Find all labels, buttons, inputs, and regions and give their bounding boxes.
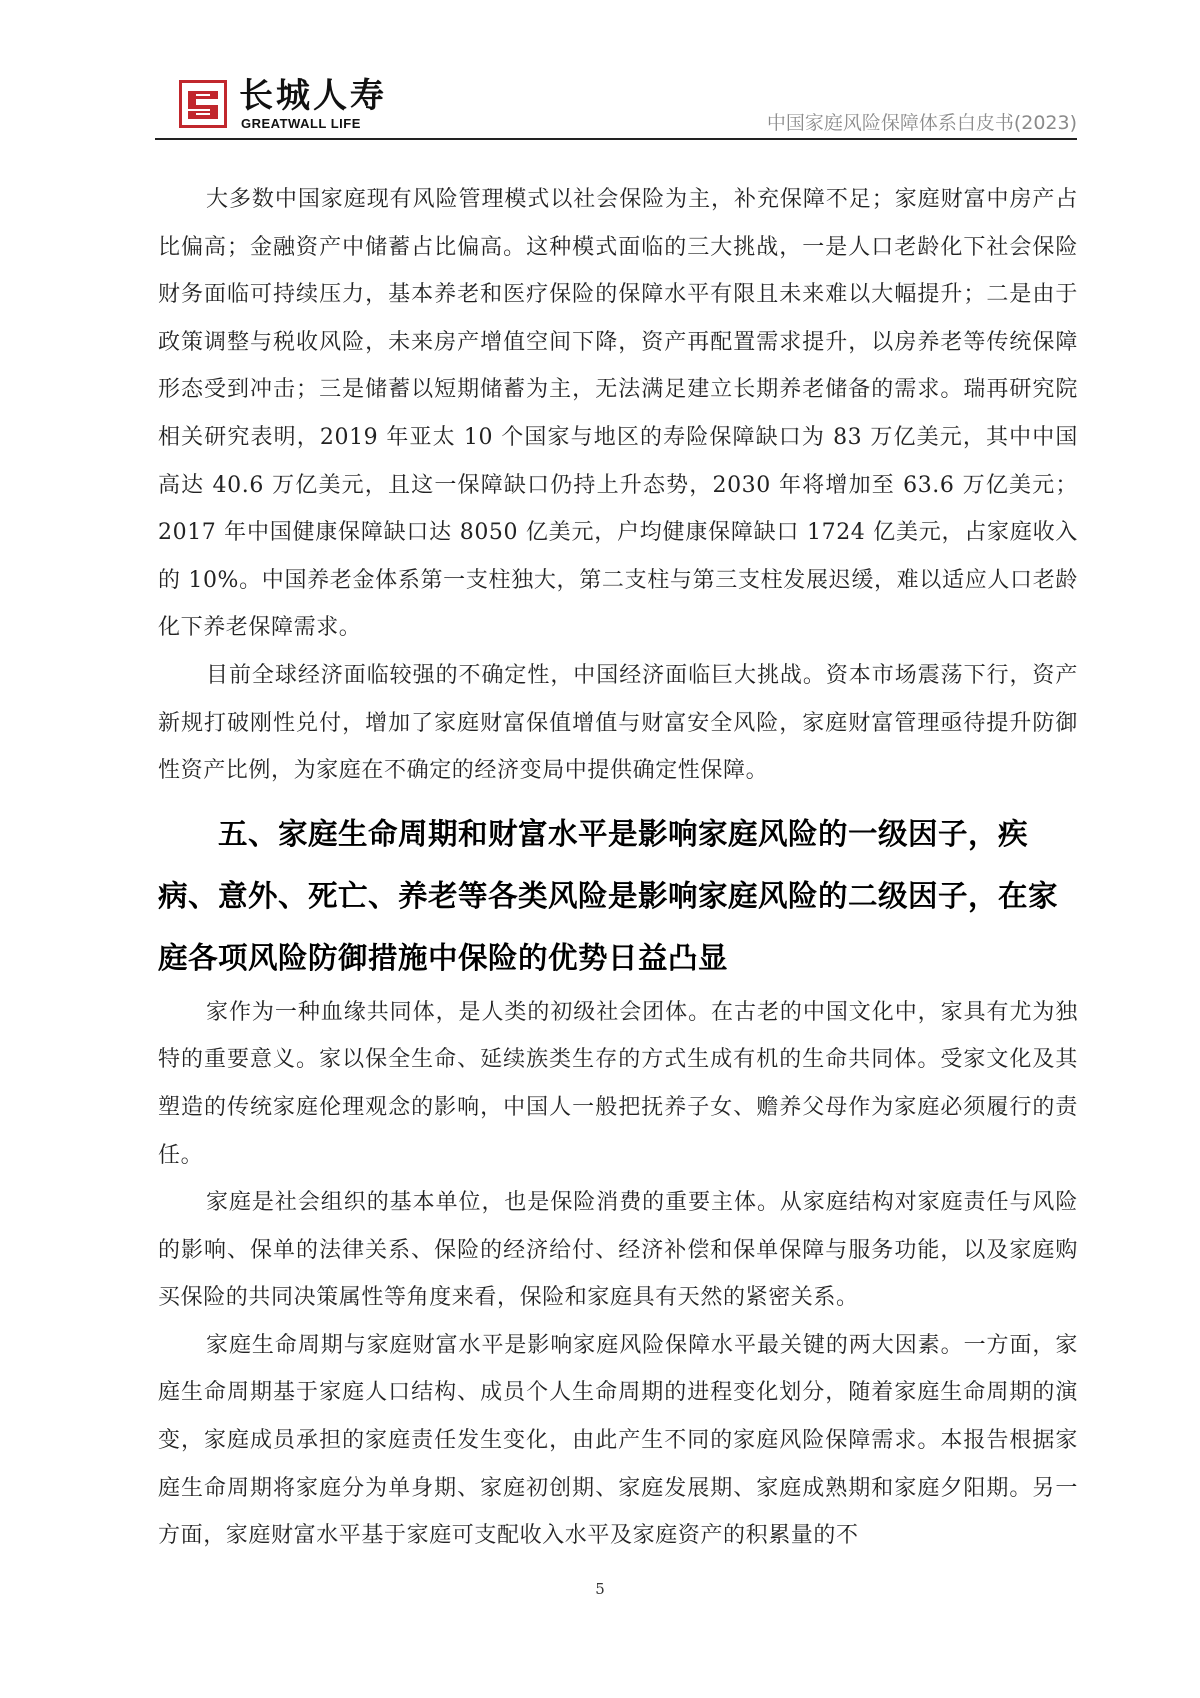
section-heading: 五、家庭生命周期和财富水平是影响家庭风险的一级因子，疾病、意外、死亡、养老等各类风险是影响家庭风险的二级因子，在家庭各项风险防御措施中保险的优势日益凸显	[158, 816, 1059, 975]
document-body	[158, 176, 1078, 1560]
greatwall-logo-icon	[179, 80, 227, 128]
brand-name-cn: 长城人寿	[239, 76, 387, 116]
document-title: 中国家庭风险保障体系白皮书(2023)	[766, 112, 1077, 134]
page-header	[155, 78, 1077, 142]
paragraph: 家作为一种血缘共同体，是人类的初级社会团体。在古老的中国文化中，家具有尤为独特的重要意义。家以保全生命、延续族类生存的方式生成有机的生命共同体。受家文化及其塑造的传统家庭伦理观念的影响，中国人一般把抚养子女、赡养父母作为家庭必须履行的责任。	[158, 999, 1078, 1168]
brand-name-en: GREATWALL LIFE	[241, 116, 361, 131]
paragraph: 家庭生命周期与家庭财富水平是影响家庭风险保障水平最关键的两大因素。一方面，家庭生命周期基于家庭人口结构、成员个人生命周期的进程变化划分，随着家庭生命周期的演变，家庭成员承担的家庭责任发生变化，由此产生不同的家庭风险保障需求。本报告根据家庭生命周期将家庭分为单身期、家庭初创期、家庭发展期、家庭成熟期和家庭夕阳期。另一方面，家庭财富水平基于家庭可支配收入水平及家庭资产的积累量的不	[158, 1332, 1078, 1549]
paragraph: 大多数中国家庭现有风险管理模式以社会保险为主，补充保障不足；家庭财富中房产占比偏高；金融资产中储蓄占比偏高。这种模式面临的三大挑战，一是人口老龄化下社会保险财务面临可持续压力，基本养老和医疗保险的保障水平有限且未来难以大幅提升；二是由于政策调整与税收风险，未来房产增值空间下降，资产再配置需求提升，以房养老等传统保障形态受到冲击；三是储蓄以短期储蓄为主，无法满足建立长期养老储备的需求。瑞再研究院相关研究表明，2019 年亚太 10 个国家与地区的寿险保障缺口为 83 万亿美元，其中中国高达 40.6 万亿美元，且这一保障缺口仍持上升态势，2030 年将增加至 63.6 万亿美元；2017 年中国健康保障缺口达 8050 亿美元，户均健康保障缺口 1724 亿美元，占家庭收入的 10%。中国养老金体系第一支柱独大，第二支柱与第三支柱发展迟缓，难以适应人口老龄化下养老保障需求。	[158, 187, 1078, 641]
paragraph: 目前全球经济面临较强的不确定性，中国经济面临巨大挑战。资本市场震荡下行，资产新规打破刚性兑付，增加了家庭财富保值增值与财富安全风险，家庭财富管理亟待提升防御性资产比例，为家庭在不确定的经济变局中提供确定性保障。	[158, 662, 1078, 784]
paragraph: 家庭是社会组织的基本单位，也是保险消费的重要主体。从家庭结构对家庭责任与风险的影响、保单的法律关系、保险的经济给付、经济补偿和保单保障与服务功能，以及家庭购买保险的共同决策属性等角度来看，保险和家庭具有天然的紧密关系。	[158, 1190, 1078, 1311]
header-divider	[155, 138, 1077, 140]
page-number: 5	[595, 1580, 605, 1598]
